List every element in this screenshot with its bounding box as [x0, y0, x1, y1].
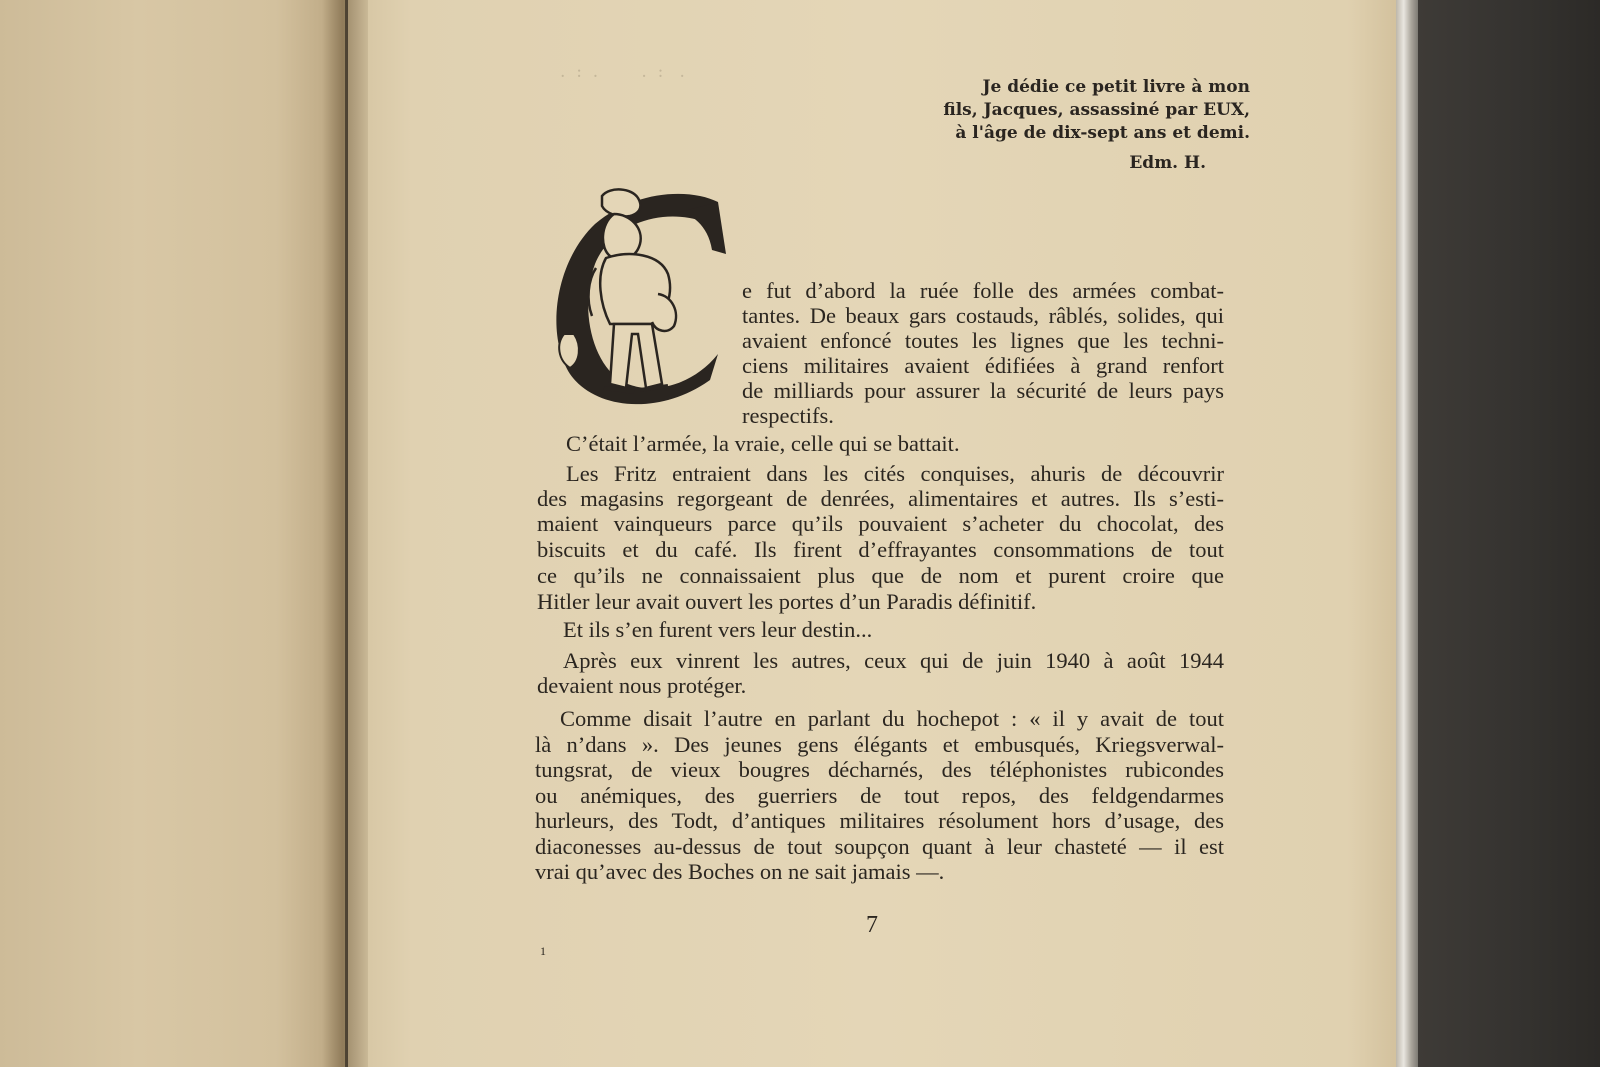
page-edge	[1396, 0, 1418, 1067]
dedication-line: Je dédie ce petit livre à mon	[982, 77, 1250, 97]
dedication	[900, 76, 1250, 175]
body-line: tantes. De beaux gars costauds, râblés, solides, qui	[742, 303, 1224, 328]
body-line: respectifs.	[742, 403, 834, 428]
illustrated-drop-cap-icon	[540, 184, 740, 416]
page-number: 7	[866, 912, 878, 938]
body-line: hurleurs, des Todt, d’antiques militaires résolument hors d’usage, des	[535, 808, 1224, 833]
body-line: avaient enfoncé toutes les lignes que les techni-	[742, 328, 1224, 353]
body-line: ciens militaires avaient édifiées à grand renfort	[742, 353, 1224, 378]
body-line: Les Fritz entraient dans les cités conquises, ahuris de découvrir	[566, 461, 1224, 486]
body-line: diaconesses au-dessus de tout soupçon quant à leur chasteté — il est	[535, 834, 1224, 859]
body-line: Comme disait l’autre en parlant du hochepot : « il y avait de tout	[560, 706, 1224, 731]
body-line: Hitler leur avait ouvert les portes d’un Paradis définitif.	[537, 589, 1037, 614]
body-line: tungsrat, de vieux bougres décharnés, des téléphonistes rubicondes	[535, 757, 1224, 782]
body-line: vrai qu’avec des Boches on ne sait jamais —.	[535, 859, 945, 884]
body-line: ou anémiques, des guerriers de tout repos, des feldgendarmes	[535, 783, 1224, 808]
body-line: des magasins regorgeant de denrées, alimentaires et autres. Ils s’esti-	[537, 486, 1224, 511]
body-line: C’était l’armée, la vraie, celle qui se battait.	[566, 431, 960, 456]
body-line: maient vainqueurs parce qu’ils pouvaient s’acheter du chocolat, des	[537, 511, 1224, 536]
table-background	[1418, 0, 1600, 1067]
signature-mark: 1	[540, 944, 546, 958]
body-line: là n’dans ». Des jeunes gens élégants et embusqués, Kriegsverwal-	[535, 732, 1224, 757]
body-line: Après eux vinrent les autres, ceux qui de juin 1940 à août 1944	[563, 648, 1224, 673]
body-line: ce qu’ils ne connaissaient plus que de nom et purent croire que	[537, 563, 1224, 588]
left-page	[0, 0, 345, 1067]
book-gutter	[322, 0, 368, 1067]
dedication-line: à l'âge de dix-sept ans et demi.	[955, 123, 1250, 143]
body-line: Et ils s’en furent vers leur destin...	[563, 617, 873, 642]
body-line: devaient nous protéger.	[537, 673, 747, 698]
dedication-line: fils, Jacques, assassiné par EUX,	[943, 100, 1250, 120]
body-line: de milliards pour assurer la sécurité de leurs pays	[742, 378, 1224, 403]
dedication-signature: Edm. H.	[1129, 153, 1206, 173]
show-through-text: . : . . : .	[560, 62, 685, 82]
body-line: biscuits et du café. Ils firent d’effrayantes consommations de tout	[537, 537, 1224, 562]
body-line: e fut d’abord la ruée folle des armées combat-	[742, 278, 1224, 303]
